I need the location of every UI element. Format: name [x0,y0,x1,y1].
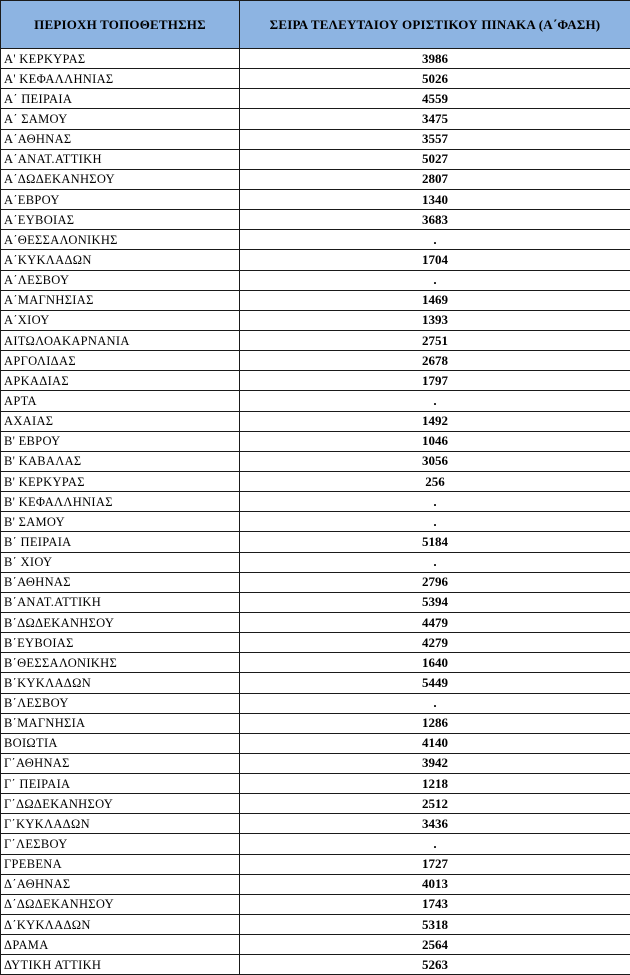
table-row [1,230,630,250]
table-row [1,894,630,914]
table-row [1,210,630,230]
table-row [1,492,630,512]
area-cell: Β΄ΘΕΣΣΑΛΟΝΙΚΗΣ [1,653,240,673]
area-cell: ΒΟΙΩΤΙΑ [1,733,240,753]
table-row [1,411,630,431]
table-row [1,512,630,532]
table-row [1,310,630,330]
table-row [1,794,630,814]
table-row [1,189,630,209]
area-cell: ΔΡΑΜΑ [1,935,240,955]
table-row [1,834,630,854]
area-cell: Α΄ΕΒΡΟΥ [1,189,240,209]
header-row [1,1,630,49]
table-row [1,89,630,109]
value-cell: 5027 [240,149,630,169]
value-cell: . [240,552,630,572]
value-cell: . [240,270,630,290]
table-row [1,673,630,693]
table-row [1,109,630,129]
area-cell: Γ΄ΚΥΚΛΑΔΩΝ [1,814,240,834]
value-cell: 2564 [240,935,630,955]
table-row [1,371,630,391]
table-row [1,270,630,290]
table-row [1,915,630,935]
area-cell: Β΄ΔΩΔΕΚΑΝΗΣΟΥ [1,612,240,632]
table-row [1,935,630,955]
value-cell: 1218 [240,774,630,794]
area-cell: Β΄ΑΝΑΤ.ΑΤΤΙΚΗ [1,592,240,612]
value-cell: 1286 [240,713,630,733]
table-row [1,451,630,471]
area-cell: Α΄ ΣΑΜΟΥ [1,109,240,129]
value-cell: 1492 [240,411,630,431]
table-row [1,653,630,673]
value-cell: 3436 [240,814,630,834]
area-cell: Α' ΚΕΡΚΥΡΑΣ [1,49,240,69]
table-body [1,49,630,975]
table-row [1,552,630,572]
value-cell: 5449 [240,673,630,693]
area-cell: Α΄ ΠΕΙΡΑΙΑ [1,89,240,109]
area-cell: Α΄ΜΑΓΝΗΣΙΑΣ [1,290,240,310]
value-cell: 5026 [240,69,630,89]
table-row [1,532,630,552]
area-cell: ΑΡΤΑ [1,391,240,411]
value-cell: 3683 [240,210,630,230]
area-cell: Β΄ΜΑΓΝΗΣΙΑ [1,713,240,733]
value-cell: 3475 [240,109,630,129]
table-row [1,250,630,270]
table-row [1,330,630,350]
table-row [1,149,630,169]
table-row [1,633,630,653]
table-row [1,612,630,632]
area-cell: Α΄ΘΕΣΣΑΛΟΝΙΚΗΣ [1,230,240,250]
value-cell: 1393 [240,310,630,330]
header-area: ΠΕΡΙΟΧΗ ΤΟΠΟΘΕΤΗΣΗΣ [1,1,240,49]
area-cell: Γ΄ΔΩΔΕΚΑΝΗΣΟΥ [1,794,240,814]
area-cell: Β΄ΕΥΒΟΙΑΣ [1,633,240,653]
value-cell: 5184 [240,532,630,552]
value-cell: 4479 [240,612,630,632]
value-cell: 1727 [240,854,630,874]
table-row [1,854,630,874]
value-cell: 5394 [240,592,630,612]
table-row [1,471,630,491]
value-cell: 1340 [240,189,630,209]
value-cell: 1046 [240,431,630,451]
table-row [1,572,630,592]
value-cell: . [240,834,630,854]
area-cell: Β' ΚΕΡΚΥΡΑΣ [1,471,240,491]
value-cell: . [240,693,630,713]
area-cell: Β' ΚΕΦΑΛΛΗΝΙΑΣ [1,492,240,512]
value-cell: 1469 [240,290,630,310]
area-cell: Β΄ΑΘΗΝΑΣ [1,572,240,592]
value-cell: 3986 [240,49,630,69]
area-cell: Β΄ ΠΕΙΡΑΙΑ [1,532,240,552]
value-cell: 2678 [240,351,630,371]
area-cell: Γ΄ΛΕΣΒΟΥ [1,834,240,854]
value-cell: 4013 [240,874,630,894]
area-cell: Α΄ΚΥΚΛΑΔΩΝ [1,250,240,270]
value-cell: 2796 [240,572,630,592]
area-cell: Α΄ΧΙΟΥ [1,310,240,330]
value-cell: 2512 [240,794,630,814]
area-cell: Γ΄ ΠΕΙΡΑΙΑ [1,774,240,794]
area-cell: Δ΄ΑΘΗΝΑΣ [1,874,240,894]
table-row [1,69,630,89]
table-row [1,290,630,310]
table-row [1,431,630,451]
area-cell: Β' ΣΑΜΟΥ [1,512,240,532]
area-cell: Α' ΚΕΦΑΛΛΗΝΙΑΣ [1,69,240,89]
value-cell: . [240,492,630,512]
header-value: ΣΕΙΡΑ ΤΕΛΕΥΤΑΙΟΥ ΟΡΙΣΤΙΚΟΥ ΠΙΝΑΚΑ (Α΄ΦΑΣΗ) [240,1,630,49]
value-cell: 3056 [240,451,630,471]
value-cell: 1743 [240,894,630,914]
table-row [1,351,630,371]
value-cell: . [240,391,630,411]
value-cell: . [240,512,630,532]
area-cell: ΑΡΚΑΔΙΑΣ [1,371,240,391]
table-row [1,733,630,753]
table-row [1,49,630,69]
value-cell: . [240,230,630,250]
value-cell: 1797 [240,371,630,391]
value-cell: 5318 [240,915,630,935]
value-cell: 1640 [240,653,630,673]
table-row [1,169,630,189]
table-row [1,592,630,612]
area-cell: Δ΄ΔΩΔΕΚΑΝΗΣΟΥ [1,894,240,914]
value-cell: 4279 [240,633,630,653]
area-cell: ΑΙΤΩΛΟΑΚΑΡΝΑΝΙΑ [1,330,240,350]
area-cell: ΑΧΑΙΑΣ [1,411,240,431]
value-cell: 2751 [240,330,630,350]
area-cell: Δ΄ΚΥΚΛΑΔΩΝ [1,915,240,935]
area-cell: ΓΡΕΒΕΝΑ [1,854,240,874]
area-cell: Β΄ΛΕΣΒΟΥ [1,693,240,713]
value-cell: 1704 [240,250,630,270]
value-cell: 4140 [240,733,630,753]
area-cell: Γ΄ΑΘΗΝΑΣ [1,753,240,773]
table-row [1,693,630,713]
area-cell: ΔΥΤΙΚΗ ΑΤΤΙΚΗ [1,955,240,975]
area-cell: Α΄ΑΝΑΤ.ΑΤΤΙΚΗ [1,149,240,169]
area-cell: Α΄ΑΘΗΝΑΣ [1,129,240,149]
table-header [1,1,630,49]
value-cell: 3557 [240,129,630,149]
table-row [1,713,630,733]
value-cell: 3942 [240,753,630,773]
value-cell: 256 [240,471,630,491]
table-row [1,874,630,894]
area-cell: Β΄ΚΥΚΛΑΔΩΝ [1,673,240,693]
table-row [1,391,630,411]
area-cell: Β' ΚΑΒΑΛΑΣ [1,451,240,471]
area-cell: Β΄ ΧΙΟΥ [1,552,240,572]
area-cell: Α΄ΕΥΒΟΙΑΣ [1,210,240,230]
table-row [1,753,630,773]
area-cell: Β' ΕΒΡΟΥ [1,431,240,451]
table-row [1,129,630,149]
area-cell: Α΄ΔΩΔΕΚΑΝΗΣΟΥ [1,169,240,189]
table-row [1,814,630,834]
table-row [1,774,630,794]
table-row [1,955,630,975]
value-cell: 5263 [240,955,630,975]
area-cell: ΑΡΓΟΛΙΔΑΣ [1,351,240,371]
value-cell: 2807 [240,169,630,189]
area-cell: Α΄ΛΕΣΒΟΥ [1,270,240,290]
value-cell: 4559 [240,89,630,109]
